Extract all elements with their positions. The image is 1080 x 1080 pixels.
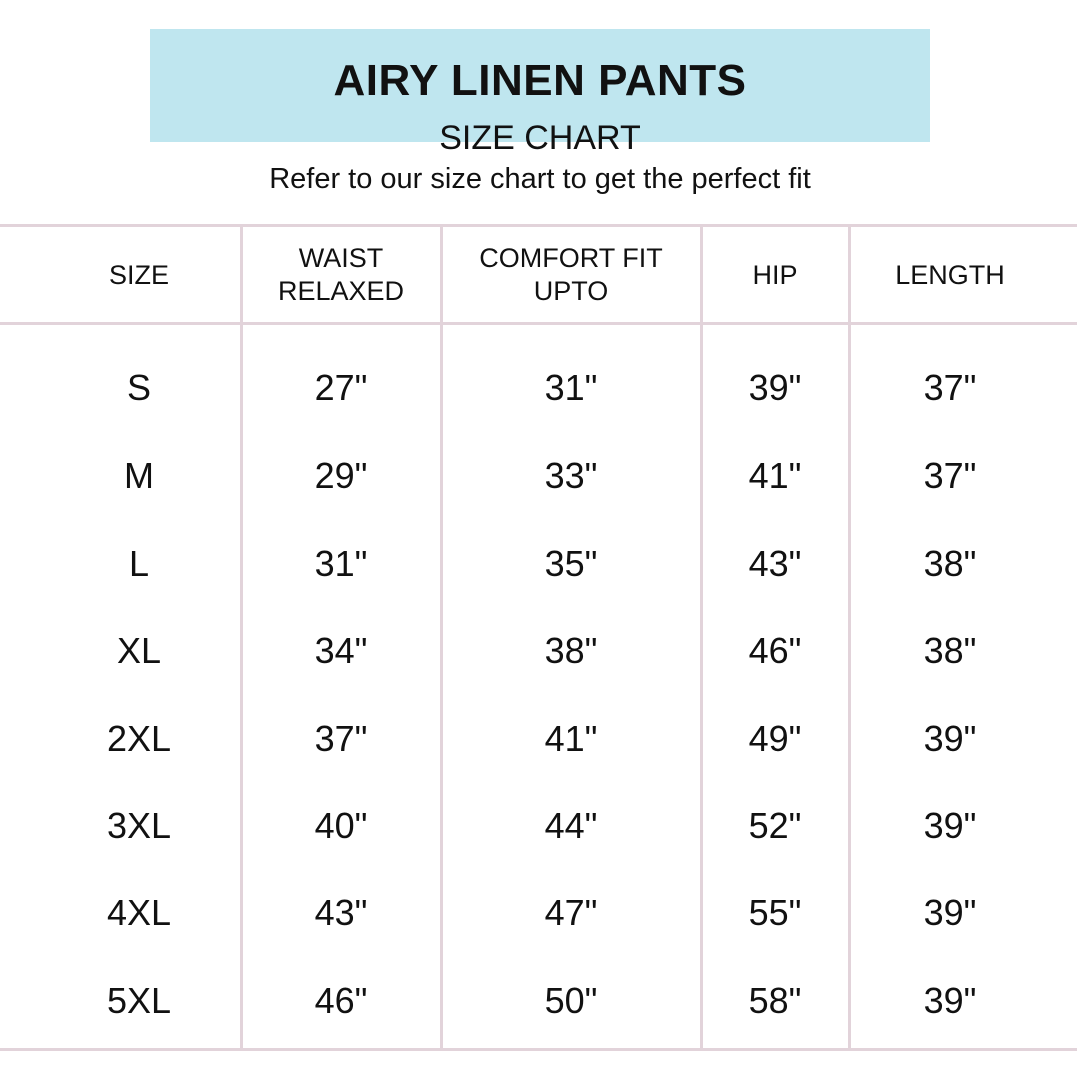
page-title: AIRY LINEN PANTS: [333, 56, 747, 105]
cell-waist-relaxed: 46": [314, 980, 368, 1021]
cell-comfort-fit-upto: 31": [544, 367, 598, 408]
header-size: SIZE: [108, 259, 169, 290]
cell-size: 3XL: [106, 805, 172, 846]
cell-size: 4XL: [106, 892, 172, 933]
table-bottom-border: [0, 1048, 1077, 1051]
cell-waist-relaxed: 29": [314, 455, 368, 496]
cell-length: 39": [923, 805, 977, 846]
cell-hip: 58": [748, 980, 802, 1021]
cell-waist-relaxed: 40": [314, 805, 368, 846]
cell-length: 38": [923, 630, 977, 671]
cell-length: 39": [923, 892, 977, 933]
cell-size: L: [128, 543, 150, 584]
cell-length: 39": [923, 980, 977, 1021]
column-divider: [240, 226, 243, 1050]
page-subtitle: SIZE CHART: [439, 119, 641, 157]
cell-waist-relaxed: 34": [314, 630, 368, 671]
cell-comfort-fit-upto: 50": [544, 980, 598, 1021]
cell-comfort-fit-upto: 38": [544, 630, 598, 671]
cell-comfort-fit-upto: 47": [544, 892, 598, 933]
cell-size: M: [124, 455, 154, 496]
cell-hip: 49": [748, 718, 802, 759]
cell-waist-relaxed: 43": [314, 892, 368, 933]
cell-waist-relaxed: 27": [314, 367, 368, 408]
cell-size: 2XL: [106, 718, 172, 759]
cell-hip: 55": [748, 892, 802, 933]
cell-waist-relaxed: 31": [314, 543, 368, 584]
header-hip: HIP: [752, 259, 798, 290]
cell-length: 37": [923, 367, 977, 408]
cell-hip: 41": [748, 455, 802, 496]
cell-hip: 43": [748, 543, 802, 584]
cell-size: XL: [116, 630, 162, 671]
cell-hip: 39": [748, 367, 802, 408]
cell-comfort-fit-upto: 41": [544, 718, 598, 759]
cell-length: 37": [923, 455, 977, 496]
header-waist-relaxed: WAIST RELAXED: [277, 243, 405, 306]
cell-waist-relaxed: 37": [314, 718, 368, 759]
header-length: LENGTH: [895, 259, 1005, 290]
cell-length: 38": [923, 543, 977, 584]
cell-hip: 52": [748, 805, 802, 846]
cell-hip: 46": [748, 630, 802, 671]
cell-size: S: [126, 367, 151, 408]
header-comfort-fit-upto: COMFORT FIT UPTO: [479, 243, 663, 306]
cell-length: 39": [923, 718, 977, 759]
cell-comfort-fit-upto: 35": [544, 543, 598, 584]
title-banner: [150, 29, 930, 157]
cell-comfort-fit-upto: 44": [544, 805, 598, 846]
tagline: Refer to our size chart to get the perfect fit: [269, 163, 811, 195]
column-divider: [440, 226, 443, 1050]
cell-comfort-fit-upto: 33": [544, 455, 598, 496]
cell-size: 5XL: [106, 980, 172, 1021]
